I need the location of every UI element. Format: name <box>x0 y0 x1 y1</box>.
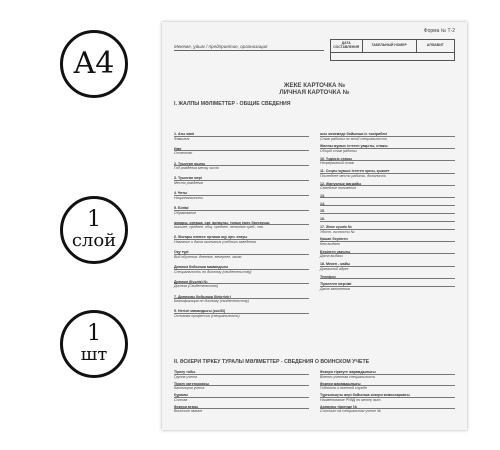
form-field <box>174 191 309 200</box>
field-label: 4. Ұлты <box>174 191 188 196</box>
organization-field: Мекеме, ұйым / предприятие, организация <box>174 45 324 51</box>
form-field <box>174 280 309 289</box>
field-sublabel: Образование <box>174 210 197 215</box>
field-line <box>320 237 455 242</box>
field-label: 1. Аты жөні <box>174 132 195 136</box>
field-sublabel: Семейное положение <box>320 186 357 191</box>
field-label: Жалпы жұмыс істеген уақыты, стажы <box>320 144 388 149</box>
form-field <box>174 405 309 414</box>
form-number: Форма № Т-2 <box>423 28 455 34</box>
layers-badge <box>60 196 128 264</box>
form-field <box>174 250 309 259</box>
field-sublabel: Состоит на специальном учете № <box>320 409 381 414</box>
form-field <box>174 162 309 171</box>
form-field <box>174 309 309 318</box>
field-label: Тіркелген мерзімі <box>320 282 352 287</box>
form-field <box>320 370 455 379</box>
field-label: Әскери жарамдылығы <box>320 381 361 386</box>
form-field <box>174 382 309 391</box>
field-sublabel: Состав <box>174 397 188 402</box>
form-field <box>174 206 309 215</box>
form-field <box>320 194 455 199</box>
field-sublabel: Наименование РУВД по месту жит. <box>320 397 382 402</box>
field-sublabel: Фамилия <box>174 136 190 141</box>
field-label: Әскери тіркеуге жарамдылығы <box>320 370 376 374</box>
form-field <box>174 235 309 244</box>
field-label: Диплом бойынша мамандығы <box>174 265 229 270</box>
field-label: 7. Дипломы бойынша біліктілігі <box>174 294 231 299</box>
field-label: Диплом (Куәлік) № <box>174 279 208 284</box>
form-field <box>174 221 309 230</box>
form-field <box>320 169 455 178</box>
form-field <box>320 405 455 414</box>
field-sublabel: Общий стаж работы <box>320 148 357 153</box>
field-sublabel: Название и дата окончания учебного заведения <box>174 240 256 245</box>
field-sublabel: Кем выдано <box>320 241 341 246</box>
field-line <box>320 275 455 280</box>
field-label: жоғары, орташа, орт. арнаулы, толық емес бастауыш <box>174 220 270 225</box>
field-sublabel: Непрерывный стаж <box>320 161 354 166</box>
field-label: Құрамы <box>174 393 189 398</box>
field-label: 6. Жоғары немесе орташа оқу орн. атауы <box>174 235 248 240</box>
form-field <box>320 262 455 271</box>
field-label: 10. Үздіксіз стажы <box>320 156 352 161</box>
card-title-kz: ЖЕКЕ КАРТОЧКА № <box>283 82 346 89</box>
count-badge <box>60 310 128 378</box>
field-sublabel: Удост. личности № <box>320 229 355 234</box>
form-field <box>174 393 309 402</box>
field-label: Қашан берілген <box>320 237 348 242</box>
layers-unit: слой <box>71 230 117 251</box>
field-sublabel: Год рождения месяц число <box>174 166 219 171</box>
form-field <box>174 265 309 274</box>
general-fields-left <box>174 132 309 324</box>
field-sublabel: Последнее место работы, должность <box>320 173 387 178</box>
form-field <box>320 132 455 141</box>
layers-number: 1 <box>87 207 101 232</box>
field-label: Тіркеу тобы <box>174 370 196 374</box>
field-sublabel: высшее, среднее, общ. среднее, неполное сред., нач. <box>174 225 264 230</box>
header-col-tabel: ТАБЕЛЬНЫЙ НОМЕР <box>363 40 417 52</box>
field-sublabel: Отчество <box>174 151 193 156</box>
field-sublabel: Дата выдачи <box>320 254 343 259</box>
header-col-alphabet: АЛФАВИТ <box>426 43 444 48</box>
field-line <box>174 147 309 152</box>
field-sublabel: Квалификация по диплому (свидетельству) <box>174 299 249 304</box>
field-label: Оқу түрі <box>174 250 189 255</box>
field-label: 13. <box>320 193 325 198</box>
field-label: Арнаулы тіркеуде № <box>320 404 358 409</box>
field-label: 3. Туылған жері <box>174 176 202 181</box>
field-sublabel: Категория учета <box>174 386 205 391</box>
form-field <box>320 225 455 234</box>
form-field <box>320 237 455 246</box>
form-field <box>320 157 455 166</box>
field-sublabel: Диплом (Свидетельство) <box>174 284 219 289</box>
military-fields-left <box>174 370 309 416</box>
header-col-date: ДАТА СОСТАВЛЕНИЯ <box>331 40 363 52</box>
field-line <box>174 393 309 398</box>
field-sublabel: Специальность по диплому (свидетельству) <box>174 269 252 274</box>
field-label: 14. <box>320 201 325 206</box>
form-field <box>174 370 309 379</box>
form-field <box>320 282 455 291</box>
format-badge <box>60 30 128 98</box>
field-label: 5. Білімі <box>174 205 189 210</box>
header-table <box>330 39 455 53</box>
form-field <box>174 176 309 185</box>
field-sublabel: Воинское звание <box>174 409 203 414</box>
field-sublabel: Стаж работы по этой специальности <box>320 136 387 141</box>
field-line <box>320 202 455 207</box>
form-field <box>320 275 455 280</box>
form-field <box>320 202 455 207</box>
field-line <box>174 132 309 137</box>
field-label: Телефон <box>320 274 336 279</box>
field-label: 11. Соңғы жұмыс істеген орны, қызмет <box>320 169 390 174</box>
section-military: II. ӘСКЕРИ ТІРКЕУ ТУРАЛЫ МӘЛІМЕТТЕР - СВЕДЕНИЯ О ВОИНСКОМ УЧЕТЕ <box>174 359 370 365</box>
form-field <box>320 209 455 214</box>
field-label: Берілген уақыты <box>320 249 351 254</box>
field-label: Тұрғылықты жері бойынша әскери комиссариаты <box>320 393 410 398</box>
count-number: 1 <box>87 321 101 346</box>
field-sublabel: Группа учета <box>174 374 197 379</box>
form-field <box>174 295 309 304</box>
form-field <box>174 132 309 141</box>
field-line <box>320 217 455 222</box>
field-label: 2. Туылған жылы <box>174 161 206 166</box>
form-field <box>320 250 455 259</box>
form-field <box>320 382 455 391</box>
military-fields-right <box>320 370 455 416</box>
card-title-ru: ЛИЧНАЯ КАРТОЧКА № <box>279 89 350 96</box>
field-sublabel: Домашний адрес <box>320 266 349 271</box>
form-field <box>320 393 455 402</box>
field-sublabel: Национальность <box>174 195 204 200</box>
field-label: 16. <box>320 217 325 222</box>
form-field <box>320 217 455 222</box>
field-line <box>320 194 455 199</box>
section-general: I. ЖАЛПЫ МӘЛІМЕТТЕР - ОБЩИЕ СВЕДЕНИЯ <box>174 101 291 107</box>
field-label: 9. Негізгі мамандығы (кәсібі) <box>174 309 226 314</box>
field-label: осы мекемеде бойынша іс тәжірибесі <box>320 132 388 136</box>
field-sublabel: Вид обучения: дневное, вечернее, заочн. <box>174 254 243 259</box>
field-label: 12. Жанұялық жағдайы <box>320 181 362 186</box>
field-label: Тіркеу категориясы <box>174 381 209 386</box>
field-sublabel: Военно-учетная специальность <box>320 374 376 379</box>
field-label: 18. Мекен - жайы <box>320 262 351 267</box>
field-label: Әскери атағы <box>174 404 199 409</box>
header-table-values <box>330 53 455 61</box>
general-fields-right <box>320 132 455 295</box>
field-sublabel: Основная профессия (специальность) <box>174 313 240 318</box>
field-label: 15. <box>320 209 325 214</box>
format-label: A4 <box>73 46 115 81</box>
count-unit: шт <box>80 344 108 365</box>
personal-card-form <box>162 22 467 430</box>
form-field <box>320 182 455 191</box>
field-sublabel: Годность к военной службе <box>320 386 367 391</box>
form-field <box>320 144 455 153</box>
form-field <box>174 147 309 156</box>
field-sublabel: Дата заполнения <box>320 286 350 291</box>
field-label: Имя <box>174 146 182 151</box>
field-label: 17. Жеке куәлік № <box>320 225 352 229</box>
field-line <box>320 209 455 214</box>
field-sublabel: Место рождения <box>174 180 203 185</box>
